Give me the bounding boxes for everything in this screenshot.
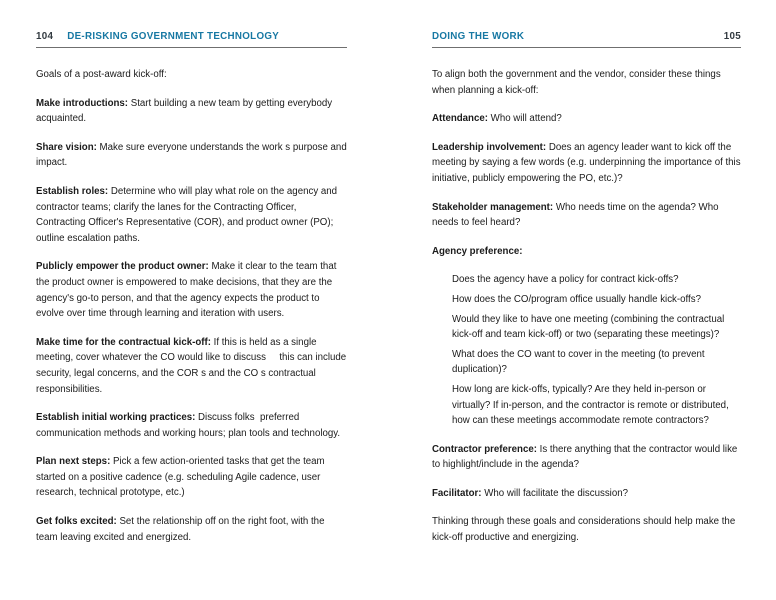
paragraph-text: Who will facilitate the discussion?	[481, 487, 628, 499]
paragraph-text: Is there anything that the contractor would like to highlight/include in the agenda?	[432, 443, 738, 471]
page-right	[432, 0, 741, 559]
paragraph	[432, 140, 741, 187]
paragraph-label: Contractor preference:	[432, 443, 537, 455]
paragraph-label: Establish roles:	[36, 185, 109, 197]
paragraph	[36, 410, 347, 441]
page-left-body	[36, 67, 347, 545]
running-title-right: DOING THE WORK	[432, 31, 525, 42]
question-item: Does the agency have a policy for contract kick-offs?	[452, 274, 679, 286]
paragraph	[36, 67, 347, 83]
paragraph	[36, 96, 347, 127]
paragraph	[36, 140, 347, 171]
paragraph-label: Establish initial working practices:	[36, 412, 196, 424]
paragraph-text: Pick a few action-oriented tasks that get the team started on a positive cadence (e.g. scheduling Agile cadence, user research, technical prototype, etc.)	[36, 456, 325, 499]
question-item: How long are kick-offs, typically? Are they held in-person or virtually? If in-person, and the contractor is remote or distributed, how can these meetings accommodate remote contractors?	[452, 383, 729, 427]
agency-preference-question-list	[432, 272, 741, 428]
paragraph-label: Make time for the contractual kick-off:	[36, 336, 211, 348]
question-item: Would they like to have one meeting (combining the contractual kick-off and team kick-off) or two (separating these meetings)?	[452, 313, 725, 341]
paragraph-label: Attendance:	[432, 113, 488, 125]
paragraph	[36, 454, 347, 501]
page-number-right: 105	[723, 31, 741, 42]
paragraph-text: Who will attend?	[487, 113, 562, 125]
page-right-header	[432, 31, 741, 42]
running-title-left: DE-RISKING GOVERNMENT TECHNOLOGY	[67, 31, 280, 42]
paragraph	[432, 486, 741, 502]
paragraph	[432, 244, 741, 260]
question-item: How does the CO/program office usually handle kick-offs?	[452, 293, 701, 305]
paragraph	[432, 514, 741, 545]
paragraph-text: To align both the government and the vendor, consider these things when planning a kick-off:	[432, 69, 721, 96]
paragraph-label: Leadership involvement:	[432, 141, 547, 153]
paragraph-text: Does an agency leader want to kick off the meeting by saying a few words (e.g. underpinning the importance of this initiative, publicly empowering the PO, etc.)?	[432, 141, 741, 184]
paragraph-text: Determine who will play what role on the agency and contractor teams; clarify the lanes for the Contracting Officer, Contracting Officer's Representative (COR), and product owner (PO); outline escalation paths.	[36, 185, 338, 244]
page-number-left: 104	[36, 31, 54, 42]
paragraph-label: Plan next steps:	[36, 456, 111, 468]
paragraph-label: Facilitator:	[432, 487, 482, 499]
paragraph	[432, 442, 741, 473]
paragraph-text: Set the relationship off on the right foot, with the team leaving excited and energized.	[36, 516, 325, 543]
paragraph-label: Share vision:	[36, 141, 97, 153]
header-rule-right	[432, 47, 741, 48]
page-left	[36, 0, 347, 558]
question-item: What does the CO want to cover in the meeting (to prevent duplication)?	[452, 348, 705, 376]
paragraph-text: Who needs time on the agenda? Who needs to feel heard?	[432, 201, 719, 229]
paragraph-label: Stakeholder management:	[432, 201, 554, 213]
paragraph	[36, 259, 347, 321]
paragraph-text: Make sure everyone understands the work s purpose and impact.	[36, 141, 347, 169]
paragraph-label: Publicly empower the product owner:	[36, 261, 209, 273]
paragraph	[432, 111, 741, 127]
paragraph	[36, 184, 347, 246]
paragraph-text: Thinking through these goals and considerations should help make the kick-off productive and energizing.	[432, 516, 736, 544]
page-right-body	[432, 67, 741, 546]
paragraph	[36, 335, 347, 397]
page-left-header	[36, 31, 347, 42]
header-rule-left	[36, 47, 347, 48]
paragraph-text: If this is held as a single meeting, cover whatever the CO would like to discuss this can include security, legal concerns, and the COR s and the CO s contractual responsibilities.	[36, 336, 347, 395]
paragraph-text: Make it clear to the team that the product owner is empowered to make decisions, that they are the agency's go-to person, and that the agency expects the product to evolve over time through learning and iteration with users.	[36, 261, 337, 320]
paragraph-label: Make introductions:	[36, 97, 129, 109]
paragraph	[432, 200, 741, 231]
paragraph-text: Discuss folks preferred communication methods and working hours; plan tools and technology.	[36, 412, 341, 439]
paragraph	[432, 67, 741, 98]
paragraph-text: Goals of a post-award kick-off:	[36, 69, 167, 80]
paragraph	[36, 514, 347, 545]
paragraph-label: Agency preference:	[432, 245, 523, 257]
paragraph-text: Start building a new team by getting everybody acquainted.	[36, 97, 333, 125]
paragraph-label: Get folks excited:	[36, 516, 117, 528]
